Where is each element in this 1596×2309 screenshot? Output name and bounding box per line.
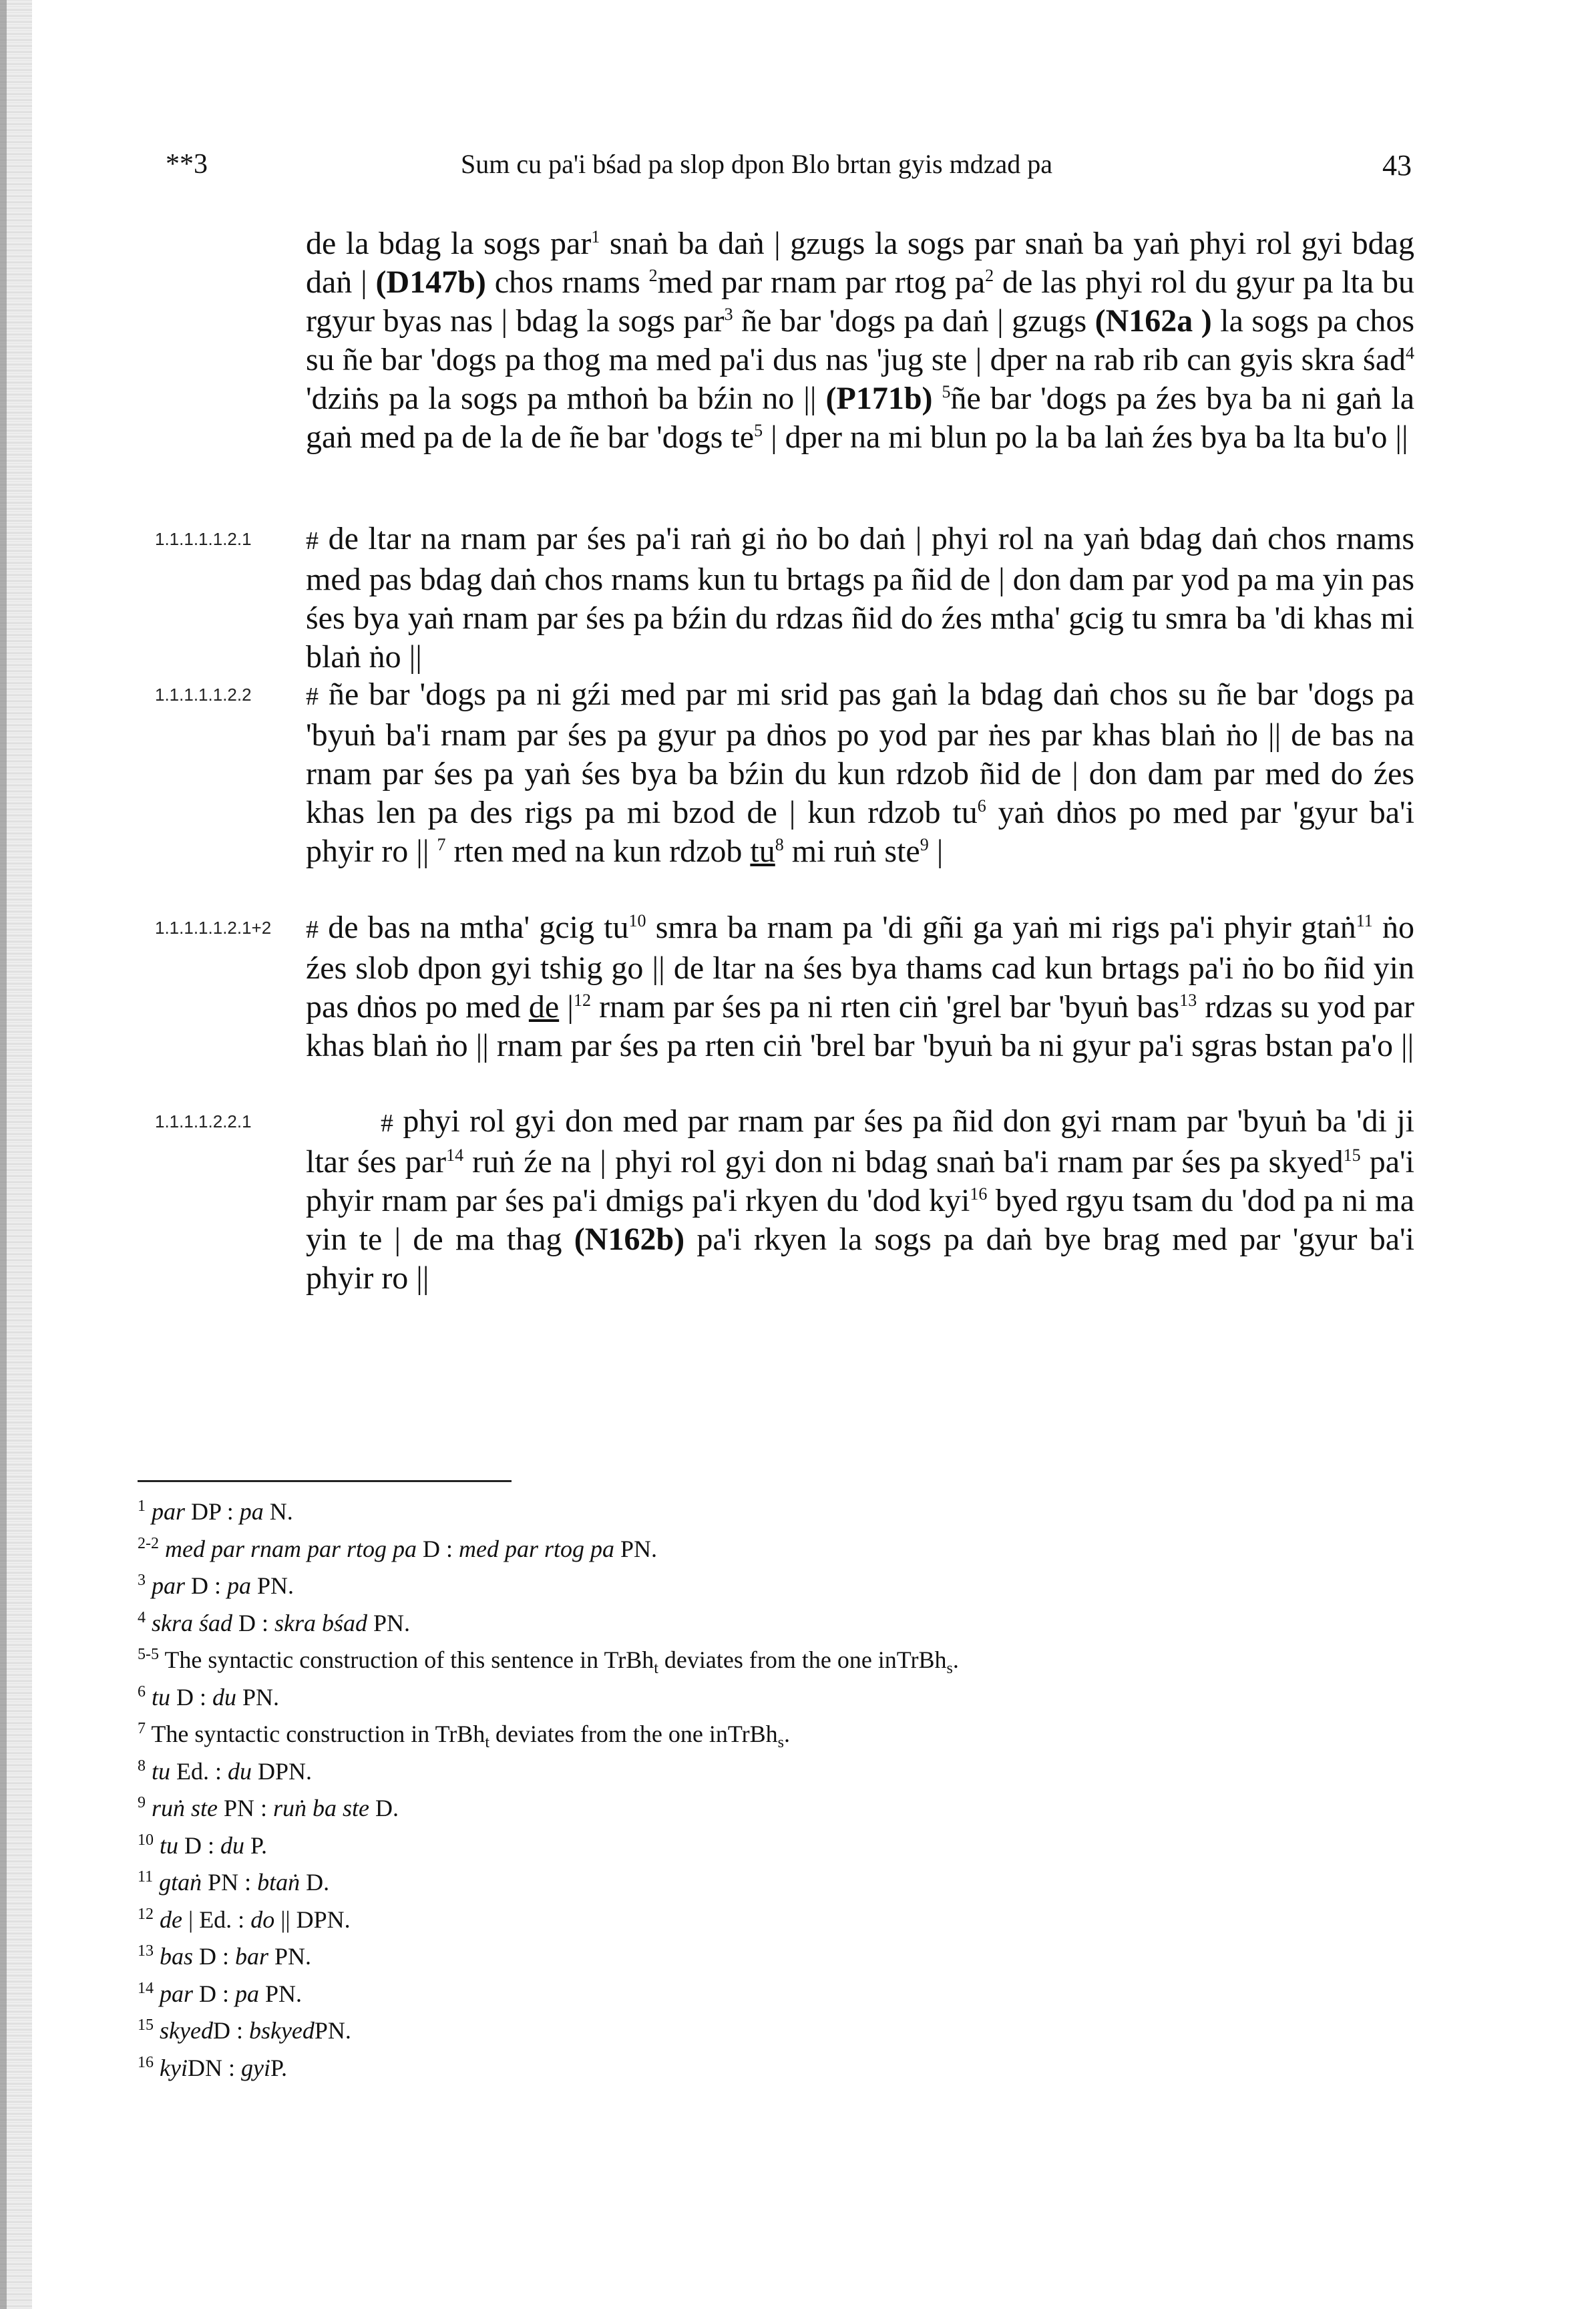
footnote: $^4$ skra śad D : skra bśad PN. <box>138 1608 411 1636</box>
page-number: 43 <box>1382 149 1412 182</box>
footnote: $^{2-2}$ med par rnam par rtog pa D : med par rtog pa PN. <box>138 1534 658 1562</box>
section-number: 1.1.1.1.1.2.1+2 <box>155 918 272 938</box>
footnote: $^9$ ruṅ ste PN : ruṅ ba ste D. <box>138 1794 399 1821</box>
running-title: Sum cu pa'i bśad pa slop dpon Blo brtan gyis mdzad pa <box>461 149 1052 179</box>
paragraph: # phyi rol gyi don med par rnam par śes pa ñid don gyi rnam par 'byuṅ ba 'di ji ltar śes par$^{14}$ ruṅ źe na | phyi rol gyi don ni bdag snaṅ ba'i rnam par śes pa skyed$^{15}$ pa'i phyir rnam par śes pa'i dmigs pa'i rkyen du 'dod kyi$^{16}$ byed rgyu tsam du 'dod pa ni ma yin te | de ma thag (N162b) pa'i rkyen la sogs pa daṅ bye brag med par 'gyur ba'i phyir ro || <box>306 1103 1415 1296</box>
paragraph: de la bdag la sogs par$^1$ snaṅ ba daṅ | gzugs la sogs par snaṅ ba yaṅ phyi rol gyi bdag daṅ | (D147b) chos rnams $^2$med par rnam par rtog $pa^2$ de las phyi rol du gyur pa lta bu rgyur byas nas | bdag la sogs par$^3$ ñe bar 'dogs pa daṅ | gzugs (N162a ) la sogs pa chos su ñe bar 'dogs pa thog ma med pa'i dus nas 'jug ste | dper na rab rib can gyis skra śad$^4$ 'dziṅs pa la sogs pa mthoṅ ba bźin no || (P171b) $^5$ñe bar 'dogs pa źes bya ba ni gaṅ la gaṅ med pa de la de ñe bar 'dogs $te^5$ | dper na mi blun po la ba laṅ źes bya ba lta bu'o || <box>306 226 1415 455</box>
section-number: 1.1.1.1.1.2.1 <box>155 529 252 549</box>
paragraph: # de bas na mtha' gcig $tu^{10}$ smra ba rnam pa 'di gñi ga yaṅ mi rigs pa'i phyir gtaṅ$^{11}$ ṅo źes slob dpon gyi tshig go || de ltar na śes bya thams cad kun brtags pa'i ṅo bo ñid yin pas dṅos po med de $|^{12}$ rnam par śes pa ni rten ciṅ 'grel bar 'byuṅ bas$^{13}$ rdzas su yod par khas blaṅ ṅo || rnam par śes pa rten ciṅ 'brel bar 'byuṅ ba ni gyur pa'i sgras bstan pa'o || <box>306 910 1415 1063</box>
footnote: $^6$ tu D : du PN. <box>138 1682 280 1711</box>
footnote-rule <box>138 1480 512 1482</box>
page-edge <box>0 0 7 2309</box>
footnote: $^3$ par D : pa PN. <box>138 1572 294 1599</box>
footnote: $^{12}$ de | Ed. : do || DPN. <box>138 1905 351 1933</box>
footnotes <box>138 1493 1219 2087</box>
footnote: $^7$ The syntactic construction in TrBh$_t$ deviates from the one inTrBh$_s$. <box>138 1720 790 1752</box>
footnote: $^{13}$ bas D : bar PN. <box>138 1942 312 1970</box>
section-number: 1.1.1.1.2.2.1 <box>155 1111 252 1131</box>
footnote: $^{5-5}$ The syntactic construction of this sentence in TrBh$_t$ deviates from the one inTrBh$_s$. <box>138 1646 959 1678</box>
footnote: $^{10}$ tu D : du P. <box>138 1831 268 1859</box>
paragraph: # de ltar na rnam par śes pa'i raṅ gi ṅo bo daṅ | phyi rol na yaṅ bdag daṅ chos rnams med pas bdag daṅ chos rnams kun tu brtags pa ñid de | don dam par yod pa ma yin pas śes bya yaṅ rnam par śes pa bźin du rdzas ñid do źes mtha' gcig tu smra ba 'di khas mi blaṅ ṅo || <box>306 521 1414 675</box>
page-marker: **3 <box>166 149 208 180</box>
footnote: $^{15}$ skyedD : bskyedPN. <box>138 2016 351 2044</box>
footnote: $^8$ tu Ed. : du DPN. <box>138 1757 313 1785</box>
footnote: $^1$ par DP : pa N. <box>138 1497 293 1525</box>
footnote: $^{16}$ kyiDN : gyiP. <box>138 2053 287 2081</box>
footnote: $^{14}$ par D : pa PN. <box>138 1979 303 2007</box>
paragraph: # ñe bar 'dogs pa ni gźi med par mi srid pas gaṅ la bdag daṅ chos su ñe bar 'dogs pa 'byuṅ ba'i rnam par śes pa gyur pa dṅos po yod par ṅes par khas blaṅ ṅo || de bas na rnam par śes pa yaṅ śes bya ba bźin du kun rdzob ñid de | don dam par med do źes khas len pa des rigs pa mi bzod de | kun rdzob $tu^6$ yaṅ dṅos po med par 'gyur ba'i phyir ro || $^7$ rten med na kun rdzob $tu^8$ mi ruṅ ste$^9$ | <box>306 677 1415 869</box>
section-number: 1.1.1.1.1.2.2 <box>155 685 252 705</box>
footnote: $^{11}$ gtaṅ PN : btaṅ D. <box>138 1868 330 1896</box>
